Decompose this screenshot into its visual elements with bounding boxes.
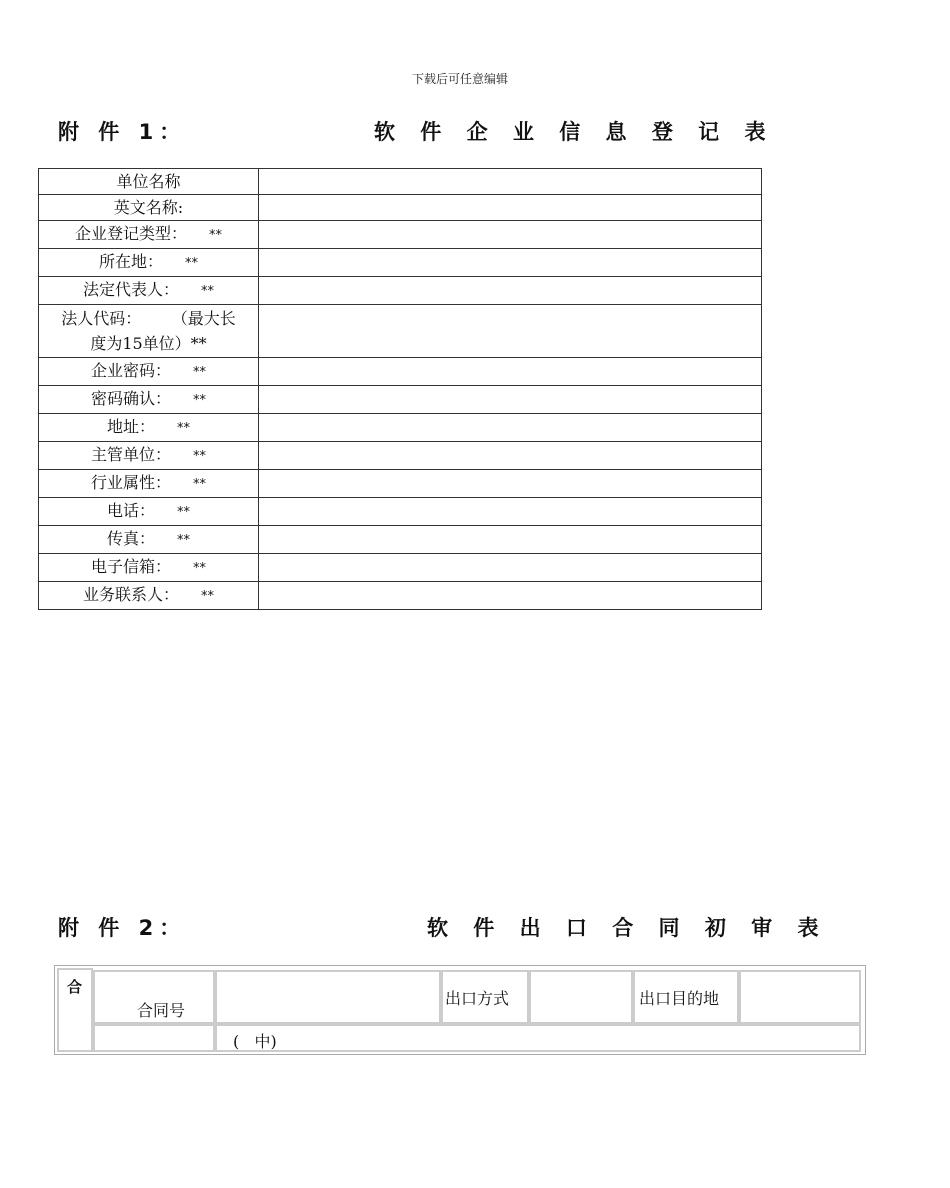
table-row — [39, 554, 762, 582]
label-text: 电话： — [106, 501, 155, 520]
label-text: 密码确认： — [90, 389, 171, 408]
contract-no-label: 合同号 — [137, 1001, 186, 1020]
row-label — [39, 358, 259, 386]
row-label — [39, 386, 259, 414]
required-mark: ** — [193, 393, 206, 408]
row2-label-cell — [93, 1024, 215, 1052]
table-row — [39, 582, 762, 610]
value-cell[interactable] — [259, 305, 762, 358]
contract-no-value-cell[interactable] — [215, 970, 441, 1024]
table-row — [39, 470, 762, 498]
value-cell[interactable] — [259, 195, 762, 221]
label-text: 法定代表人： — [82, 280, 179, 299]
label-text: 行业属性： — [90, 473, 171, 492]
required-mark: ** — [177, 533, 190, 548]
row-label — [39, 470, 259, 498]
required-mark: ** — [201, 284, 214, 299]
table-row — [39, 277, 762, 305]
label-line-1: 法人代码： （最大长 — [61, 309, 236, 328]
required-mark: ** — [193, 477, 206, 492]
value-cell[interactable] — [259, 221, 762, 249]
required-mark: ** — [209, 228, 222, 243]
label-text: 英文名称: — [113, 198, 184, 217]
table-row — [39, 386, 762, 414]
row-label — [39, 498, 259, 526]
contract-review-title: 软 件 出 口 合 同 初 审 表 — [427, 916, 828, 940]
label-text: 业务联系人： — [82, 585, 179, 604]
table-row — [39, 195, 762, 221]
label-text: 所在地： — [98, 252, 163, 271]
export-destination-label: 出口目的地 — [639, 989, 720, 1008]
table-row — [39, 169, 762, 195]
label-text: 企业登记类型： — [74, 224, 187, 243]
row2-value-cell[interactable] — [215, 1024, 861, 1052]
row-label — [39, 249, 259, 277]
value-cell[interactable] — [259, 582, 762, 610]
value-cell[interactable] — [259, 526, 762, 554]
table-row — [39, 442, 762, 470]
row-label — [39, 442, 259, 470]
value-cell[interactable] — [259, 169, 762, 195]
table-row — [39, 498, 762, 526]
required-mark: ** — [201, 589, 214, 604]
label-line-2: 度为15单位）** — [90, 334, 207, 353]
required-mark: ** — [193, 365, 206, 380]
required-mark: ** — [185, 256, 198, 271]
required-mark: ** — [177, 505, 190, 520]
value-cell[interactable] — [259, 414, 762, 442]
value-cell[interactable] — [259, 249, 762, 277]
row-label — [39, 305, 259, 358]
attachment-2-label: 附 件 2： — [58, 916, 187, 940]
row-label — [39, 526, 259, 554]
label-text: 主管单位： — [90, 445, 171, 464]
required-mark: ** — [177, 421, 190, 436]
contract-review-table — [54, 965, 866, 1055]
label-text: 传真： — [106, 529, 155, 548]
attachment-1-label: 附 件 1： — [58, 120, 187, 144]
label-text: 地址： — [106, 417, 155, 436]
required-mark: ** — [193, 561, 206, 576]
label-text: 电子信箱： — [90, 557, 171, 576]
table-row — [39, 414, 762, 442]
row-label — [39, 277, 259, 305]
value-cell[interactable] — [259, 554, 762, 582]
side-label: 合 — [67, 978, 83, 996]
table-row — [39, 305, 762, 358]
row-label — [39, 195, 259, 221]
row-label — [39, 582, 259, 610]
enterprise-registration-table — [38, 168, 762, 610]
value-cell[interactable] — [259, 442, 762, 470]
table-row — [39, 249, 762, 277]
export-destination-value-cell[interactable] — [739, 970, 861, 1024]
table-row — [39, 526, 762, 554]
value-cell[interactable] — [259, 277, 762, 305]
value-cell[interactable] — [259, 498, 762, 526]
label-text: 企业密码： — [90, 361, 171, 380]
registration-form-title: 软 件 企 业 信 息 登 记 表 — [374, 120, 775, 144]
row-label — [39, 221, 259, 249]
row-label — [39, 554, 259, 582]
value-cell[interactable] — [259, 358, 762, 386]
value-cell[interactable] — [259, 386, 762, 414]
row-label — [39, 169, 259, 195]
export-method-value-cell[interactable] — [529, 970, 633, 1024]
table-row — [39, 358, 762, 386]
table-row — [39, 221, 762, 249]
label-text: 单位名称 — [116, 172, 181, 191]
row2-text: ( 中) — [233, 1032, 277, 1051]
header-note: 下载后可任意编辑 — [411, 72, 508, 86]
required-mark: ** — [193, 449, 206, 464]
value-cell[interactable] — [259, 470, 762, 498]
row-label — [39, 414, 259, 442]
export-method-label: 出口方式 — [445, 989, 510, 1008]
